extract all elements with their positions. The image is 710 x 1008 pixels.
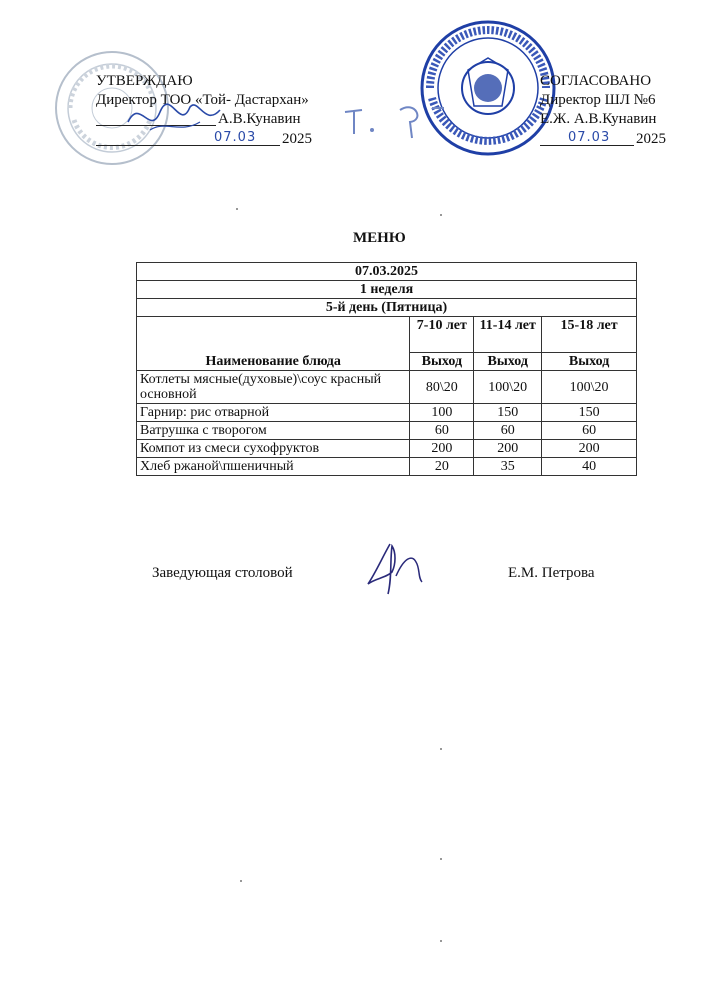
dish-name: Ватрушка с творогом xyxy=(137,422,410,440)
output-column-header: Выход xyxy=(542,353,637,371)
portion-11-14: 35 xyxy=(474,458,542,476)
age-group-header: 11-14 лет xyxy=(474,317,542,353)
empty-header-cell xyxy=(137,317,410,353)
portion-11-14: 100\20 xyxy=(474,371,542,404)
dish-name: Компот из смеси сухофруктов xyxy=(137,440,410,458)
left-signature-image xyxy=(120,92,230,142)
table-date: 07.03.2025 xyxy=(137,263,637,281)
week-row xyxy=(137,281,637,299)
right-date-handwritten: 07.03 xyxy=(568,130,611,145)
column-header-row xyxy=(137,353,637,371)
output-column-header: Выход xyxy=(410,353,474,371)
right-year: 2025 xyxy=(636,131,666,147)
agree-label: СОГЛАСОВАНО xyxy=(540,73,652,89)
portion-7-10: 80\20 xyxy=(410,371,474,404)
date-row xyxy=(137,263,637,281)
footer-role: Заведующая столовой xyxy=(152,565,293,581)
menu-table xyxy=(136,262,637,476)
portion-11-14: 60 xyxy=(474,422,542,440)
table-row xyxy=(137,440,637,458)
left-date-line xyxy=(96,145,280,146)
left-date-handwritten: 07.03 xyxy=(214,130,257,145)
age-group-header: 7-10 лет xyxy=(410,317,474,353)
scan-speck xyxy=(440,940,442,942)
left-position: Директор ТОО «Той- Дастархан» xyxy=(96,92,309,108)
dish-column-header: Наименование блюда xyxy=(137,353,410,371)
day-row xyxy=(137,299,637,317)
left-year: 2025 xyxy=(282,131,312,147)
table-day: 5-й день (Пятница) xyxy=(137,299,637,317)
table-row xyxy=(137,422,637,440)
menu-title: МЕНЮ xyxy=(353,230,406,246)
footer-name: Е.М. Петрова xyxy=(508,565,595,581)
dish-name: Гарнир: рис отварной xyxy=(137,404,410,422)
middle-handwritten-mark xyxy=(340,100,450,140)
portion-7-10: 60 xyxy=(410,422,474,440)
portion-7-10: 200 xyxy=(410,440,474,458)
output-column-header: Выход xyxy=(474,353,542,371)
right-date-line xyxy=(540,145,634,146)
scan-speck xyxy=(236,208,238,210)
portion-15-18: 150 xyxy=(542,404,637,422)
portion-15-18: 200 xyxy=(542,440,637,458)
age-group-row xyxy=(137,317,637,353)
portion-7-10: 100 xyxy=(410,404,474,422)
table-week: 1 неделя xyxy=(137,281,637,299)
right-name: Е.Ж. А.В.Кунавин xyxy=(540,111,657,127)
scan-speck xyxy=(440,214,442,216)
right-position: Директор ШЛ №6 xyxy=(540,92,656,108)
footer-signature-image xyxy=(362,538,442,598)
portion-11-14: 200 xyxy=(474,440,542,458)
dish-name: Хлеб ржаной\пшеничный xyxy=(137,458,410,476)
table-row xyxy=(137,458,637,476)
portion-15-18: 100\20 xyxy=(542,371,637,404)
portion-11-14: 150 xyxy=(474,404,542,422)
table-row xyxy=(137,371,637,404)
scan-speck xyxy=(440,858,442,860)
portion-15-18: 40 xyxy=(542,458,637,476)
dish-name: Котлеты мясные(духовые)\соус красный основной xyxy=(137,371,410,404)
scan-speck xyxy=(440,748,442,750)
portion-7-10: 20 xyxy=(410,458,474,476)
portion-15-18: 60 xyxy=(542,422,637,440)
age-group-header: 15-18 лет xyxy=(542,317,637,353)
scan-speck xyxy=(240,880,242,882)
approve-label: УТВЕРЖДАЮ xyxy=(96,73,193,89)
left-name: А.В.Кунавин xyxy=(218,111,301,127)
table-row xyxy=(137,404,637,422)
